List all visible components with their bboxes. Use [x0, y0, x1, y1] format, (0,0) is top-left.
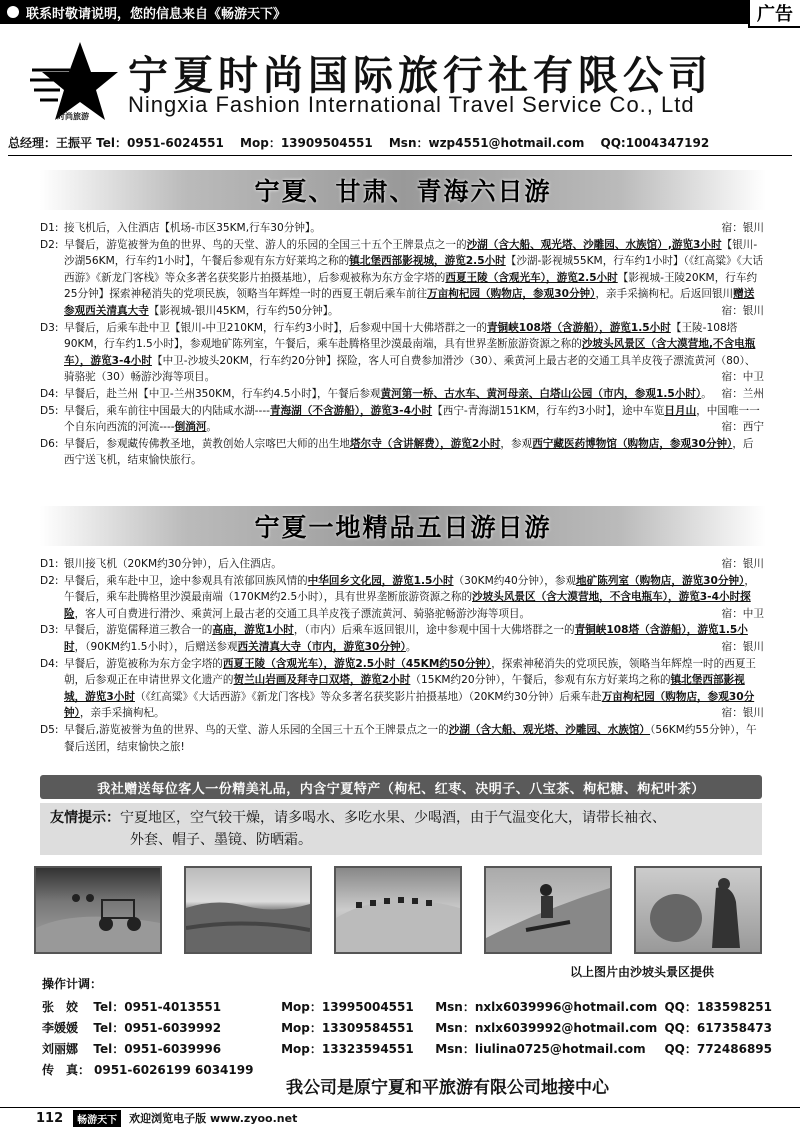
camel-caravan-photo	[334, 866, 462, 954]
tour1-itinerary	[40, 220, 764, 469]
day-description: 早餐后，参观藏传佛教圣地，黄教创始人宗喀巴大师的出生地塔尔寺（含讲解费），游览2小时，参观西宁藏医药博物馆（购物店，参观30分钟），后西宁送飞机，结束愉快旅行。	[64, 437, 754, 467]
day-label: D4:	[40, 387, 59, 400]
day-stay: 宿：银川	[721, 558, 764, 570]
tour2-day-2	[40, 573, 764, 623]
day-description: 早餐后，游览被称为东方金字塔的西夏王陵（含观光车），游览2.5小时（45KM约50分钟），探索神秘消失的党项民族，领略当年辉煌一时的西夏王朝，后参观正在申请世界文化遗产的贺兰山岩画及拜寺口双塔，游览2小时（15KM约20分钟），午餐后，参观有东方好莱坞之称的镇北堡西部影视城，游览3小时（《红高粱》《大话西游》《新龙门客栈》等众多著名获奖影片拍摄基地）（20KM约30分钟）后乘车赴万亩枸杞园（购物店，参观30分钟），亲手采摘枸杞。	[64, 657, 757, 720]
tour2-title: 宁夏一地精品五日游日游	[254, 513, 552, 542]
day-label: D5:	[40, 404, 59, 417]
statue-photo	[634, 866, 762, 954]
day-stay: 宿：银川	[721, 707, 764, 720]
source-notice: 联系时敬请说明，您的信息来自《畅游天下》	[26, 6, 287, 22]
tour2-itinerary	[40, 556, 764, 755]
day-label: D1:	[40, 222, 59, 234]
tour1-day-6	[40, 436, 764, 469]
operator-mop: Mop：13309584551	[281, 1021, 414, 1035]
day-label: D4:	[40, 657, 59, 670]
operator-msn: Msn：nxlx6039996@hotmail.com	[435, 1000, 658, 1014]
operator-row	[42, 1038, 772, 1059]
star-logo-icon	[30, 40, 118, 122]
day-stay: 宿：银川	[721, 640, 764, 653]
circle-icon	[6, 5, 20, 19]
tour1-day-4	[40, 386, 764, 403]
tips-label: 友情提示：	[50, 810, 120, 826]
operator-qq: QQ：617358473	[664, 1021, 772, 1035]
day-description: 早餐后，赴兰州【中卫-兰州350KM，行车约4.5小时】，午餐后参观黄河第一桥、古水车、黄河母亲、白塔山公园（市内，参观1.5小时）。	[64, 387, 712, 400]
day-description: 早餐后，乘车前往中国最大的内陆咸水湖----青海湖（不含游船），游览3-4小时【西宁-青海湖151KM，行车约3小时】，途中车览日月山，中国唯一一个自东向西流的河流----倒淌河。	[64, 404, 760, 434]
operator-qq: QQ：772486895	[664, 1042, 772, 1056]
day-label: D2:	[40, 238, 59, 251]
manager-msn: Msn：wzp4551@hotmail.com	[388, 136, 585, 150]
page-number: 112	[36, 1110, 64, 1126]
desert-steppe-photo	[184, 866, 312, 954]
tour1-day-5	[40, 403, 764, 436]
photo-strip	[34, 866, 768, 958]
gift-banner: 我社赠送每位客人一份精美礼品，内含宁夏特产（枸杞、红枣、决明子、八宝茶、枸杞糖、枸杞叶茶）	[40, 775, 762, 799]
day-stay: 宿：西宁	[721, 421, 764, 434]
day-label: D6:	[40, 437, 59, 450]
operator-tel: 0951-6026199 6034199	[94, 1062, 254, 1077]
ad-tag: 广告	[748, 0, 800, 28]
manager-qq: QQ:1004347192	[600, 136, 710, 150]
sand-buggy-photo	[34, 866, 162, 954]
operator-mop: Mop：13323594551	[281, 1042, 414, 1056]
day-description: 接飞机后，入住酒店【机场-市区35KM,行车30分钟】。	[64, 222, 321, 234]
operators-block	[42, 975, 772, 1080]
operator-msn: Msn：nxlx6039992@hotmail.com	[435, 1021, 658, 1035]
operator-tel: Tel：0951-4013551	[93, 1000, 222, 1014]
day-description: 早餐后,游览被誉为鱼的世界、鸟的天堂、游人乐园的全国三十五个王牌景点之一的沙湖（含大船、观光塔、沙雕园、水族馆）（56KM约55分钟），午餐后送团，结束愉快之旅!	[64, 723, 757, 753]
tour1-banner	[40, 170, 766, 210]
magazine-tag: 畅游天下	[73, 1110, 121, 1127]
tips-line2: 外套、帽子、墨镜、防晒霜。	[130, 832, 312, 848]
day-stay: 宿：中卫	[721, 607, 764, 620]
day-stay: 宿：银川	[721, 222, 764, 234]
tour1-day-3	[40, 320, 764, 386]
tour1-title: 宁夏、甘肃、青海六日游	[254, 177, 552, 206]
tour1-day-1	[40, 220, 764, 237]
operator-name: 刘丽娜	[42, 1042, 79, 1056]
day-label: D3:	[40, 624, 59, 637]
tour2-day-1	[40, 556, 764, 573]
company-name-cn: 宁夏时尚国际旅行社有限公司	[128, 53, 713, 99]
operators-list	[42, 996, 772, 1080]
operator-name: 李媛媛	[42, 1021, 79, 1035]
manager-tel: 总经理：王振平 Tel：0951-6024551	[8, 136, 224, 150]
day-stay: 宿：兰州	[721, 387, 764, 400]
top-bar	[0, 0, 800, 24]
day-label: D1:	[40, 558, 59, 570]
operator-tel: Tel：0951-6039996	[93, 1042, 222, 1056]
day-label: D3:	[40, 321, 59, 334]
day-stay: 宿：中卫	[721, 371, 764, 384]
operator-name: 传 真：	[42, 1063, 91, 1077]
website-link[interactable]: 欢迎浏览电子版 www.zyoo.net	[129, 1112, 298, 1125]
day-stay: 宿：银川	[721, 304, 764, 317]
operator-qq: QQ：183598251	[664, 1000, 772, 1014]
tips-line1: 宁夏地区，空气较干燥，请多喝水、多吃水果、少喝酒，由于气温变化大，请带长袖衣、	[120, 810, 666, 826]
day-description: 银川接飞机（20KM约30分钟），后入住酒店。	[64, 558, 282, 570]
operator-tel: Tel：0951-6039992	[93, 1021, 222, 1035]
manager-contact	[8, 134, 792, 156]
tour1-day-2	[40, 237, 764, 320]
manager-mop: Mop：13909504551	[240, 136, 373, 150]
photo-caption: 以上图片由沙坡头景区提供	[570, 965, 715, 979]
tips-box	[40, 803, 762, 855]
day-label: D2:	[40, 574, 59, 587]
tour2-day-3	[40, 622, 764, 655]
sand-surfing-photo	[484, 866, 612, 954]
operator-row	[42, 996, 772, 1017]
footer	[0, 1107, 800, 1128]
operator-name: 张 姣	[42, 1000, 79, 1014]
day-description: 早餐后，后乘车赴中卫【银川-中卫210KM，行车约3小时】，后参观中国十大佛塔群之一的青铜峡108塔（含游船），游览1.5小时【王陵-108塔90KM，行车约1.5小时】，参观地矿陈列室，午餐后，乘车赴腾格里沙漠最南端，具有世界垄断旅游资源之称的沙坡头风景区（含大漠营地,不含电瓶车），游览3-4小时【中卫-沙坡头20KM，行车约20分钟】探险，客人可自费参加滑沙（30）、乘黄河上最古老的交通工具羊皮筏子漂流黄河（80）、骑骆驼（30）畅游沙海等项目。	[64, 321, 756, 384]
company-name-en: Ningxia Fashion International Travel Service Co., Ltd	[128, 92, 695, 117]
operator-row	[42, 1017, 772, 1038]
operator-mop: Mop：13995004551	[281, 1000, 414, 1014]
day-description: 早餐后，乘车赴中卫，途中参观具有浓郁回族风情的中华回乡文化园，游览1.5小时（30KM约40分钟），参观地矿陈列室（购物店，游览30分钟），午餐后，乘车赴腾格里沙漠最南端（170KM约2.5小时），具有世界垄断旅游资源之称的沙坡头风景区（含大漠营地，不含电瓶车），游览3-4小时探险，客人可自费进行滑沙、乘黄河上最古老的交通工具羊皮筏子漂流黄河、骑骆驼畅游沙海等项目。	[64, 574, 755, 620]
day-description: 早餐后，游览儒释道三教合一的高庙，游览1小时，（市内）后乘车返回银川，途中参观中国十大佛塔群之一的青铜峡108塔（含游船），游览1.5小时，（90KM约1.5小时），后赠送参观西关清真大寺（市内，游览30分钟）。	[64, 624, 748, 653]
tour2-day-4	[40, 656, 764, 722]
slogan: 我公司是原宁夏和平旅游有限公司地接中心	[286, 1078, 609, 1098]
logo-text: 时尚旅游	[57, 112, 89, 121]
operator-msn: Msn：liulina0725@hotmail.com	[435, 1042, 646, 1056]
tour2-day-5	[40, 722, 764, 755]
day-label: D5:	[40, 723, 59, 736]
operators-title: 操作计调：	[42, 977, 103, 991]
day-description: 早餐后，游览被誉为鱼的世界、鸟的天堂、游人的乐园的全国三十五个王牌景点之一的沙湖（含大船、观光塔、沙雕园、水族馆）,游览3小时【银川-沙湖56KM，行车约1小时】，午餐后参观有东方好莱坞之称的镇北堡西部影视城，游览2.5小时【沙湖-影视城55KM，行车约1小时】（《红高粱》《大话西游》《新龙门客栈》等众多著名获奖影片拍摄基地），后参观被称为东方金字塔的西夏王陵（含观光车），游览2.5小时【影视城-王陵20KM，行车约25分钟】探索神秘消失的党项民族，领略当年辉煌一时的西夏王朝后乘车前往万亩枸杞园（购物店，参观30分钟），亲手采摘枸杞。后返回银川赠送参观西关清真大寺【影视城-银川45KM，行车约50分钟】。	[64, 238, 764, 317]
tour2-banner	[40, 506, 766, 546]
